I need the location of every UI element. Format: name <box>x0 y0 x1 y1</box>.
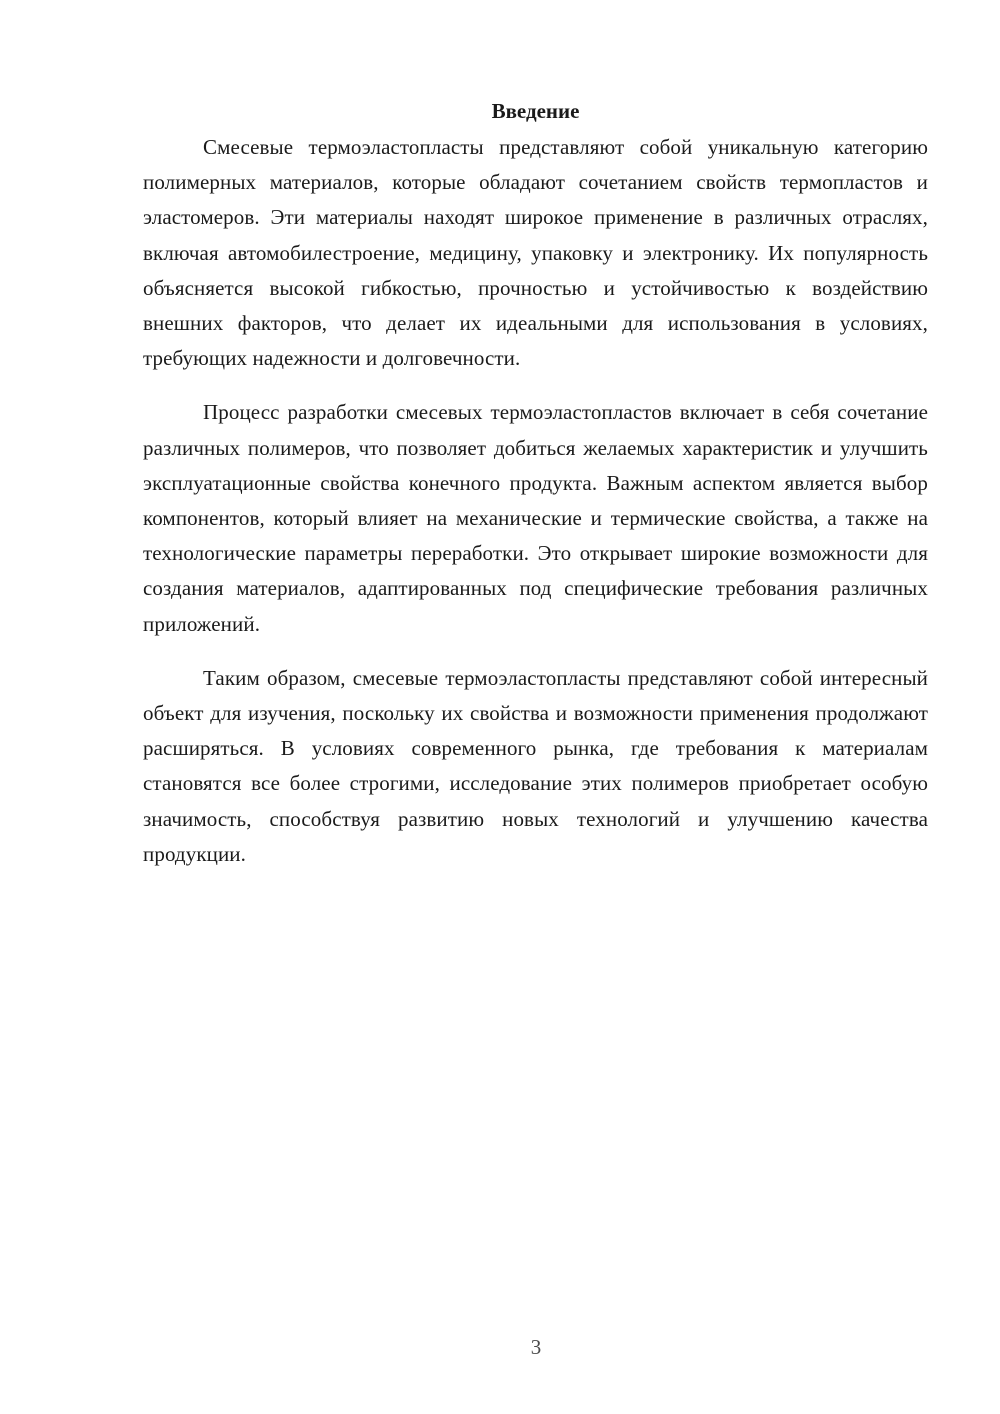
paragraph-3: Таким образом, смесевые термоэластопласты представляют собой интересный объект для изучения, поскольку их свойства и возможности применения продолжают расширяться. В условиях современного рынка, где требования к материалам становятся все более строгими, исследование этих полимеров приобретает особую значимость, способствуя развитию новых технологий и улучшению качества продукции. <box>143 665 928 866</box>
paragraph-2: Процесс разработки смесевых термоэластопластов включает в себя сочетание различных полимеров, что позволяет добиться желаемых характеристик и улучшить эксплуатационные свойства конечного продукта. Важным аспектом является выбор компонентов, который влияет на механические и термические свойства, а также на технологические параметры переработки. Это открывает широкие возможности для создания материалов, адаптированных под специфические требования различных приложений. <box>143 400 928 636</box>
paragraph-1: Смесевые термоэластопласты представляют собой уникальную категорию полимерных материалов, которые обладают сочетанием свойств термопластов и эластомеров. Эти материалы находят широкое применение в различных отраслях, включая автомобилестроение, медицину, упаковку и электронику. Их популярность объясняется высокой гибкостью, прочностью и устойчивостью к воздействию внешних факторов, что делает их идеальными для использования в условиях, требующих надежности и долговечности. <box>143 135 928 371</box>
section-title: Введение <box>491 99 580 123</box>
page-content <box>143 96 928 891</box>
page-number: 3 <box>530 1335 542 1359</box>
